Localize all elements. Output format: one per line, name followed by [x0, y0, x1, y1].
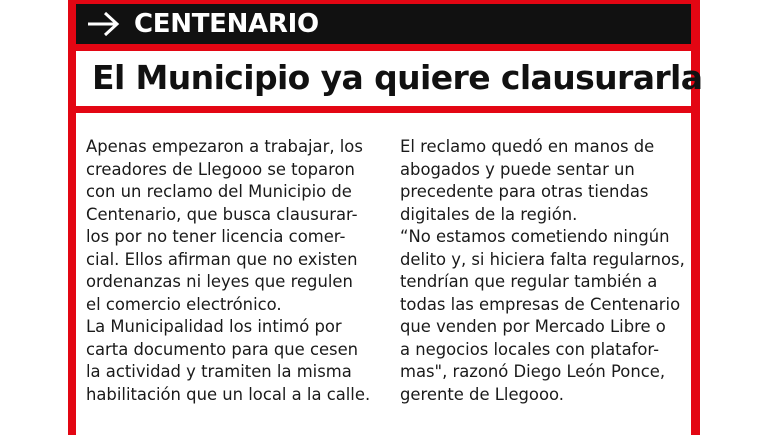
headline: El Municipio ya quiere clausurarla — [92, 58, 703, 97]
text-line: delito y, si hiciera falta regularnos, — [400, 249, 685, 269]
text-line: todas las empresas de Centenario — [400, 294, 681, 314]
arrow-right-icon — [86, 10, 120, 38]
left-column — [86, 136, 378, 406]
text-line: la actividad y tramiten la misma — [86, 362, 352, 381]
text-line: mas", razonó Diego León Ponce, — [400, 362, 666, 381]
text-line: gerente de Llegooo. — [400, 384, 564, 404]
section-label: CENTENARIO — [134, 9, 319, 39]
text-line: Centenario, que busca clausurar- — [86, 204, 358, 224]
text-line: que venden por Mercado Libre o — [400, 317, 666, 336]
text-line: Apenas empezaron a trabajar, los — [86, 137, 363, 156]
text-line: “No estamos cometiendo ningún — [400, 227, 670, 246]
text-line: a negocios locales con platafor- — [400, 339, 660, 359]
text-line: carta documento para que cesen — [86, 339, 359, 359]
text-line: precedente para otras tiendas — [400, 182, 649, 201]
text-line: el comercio electrónico. — [86, 294, 282, 314]
text-line: El reclamo quedó en manos de — [400, 137, 655, 156]
headline-box — [76, 51, 703, 106]
text-line: ordenanzas ni leyes que regulen — [86, 272, 353, 291]
article-body — [76, 113, 691, 435]
text-line: habilitación que un local a la calle. — [86, 384, 371, 404]
text-line: digitales de la región. — [400, 204, 578, 224]
text-line: La Municipalidad los intimó por — [86, 317, 342, 336]
text-line: los por no tener licencia comer- — [86, 227, 346, 246]
text-line: cial. Ellos afirman que no existen — [86, 249, 358, 269]
text-line: tendrían que regular también a — [400, 272, 658, 291]
right-column — [400, 136, 685, 406]
section-bar — [76, 4, 691, 44]
text-line: con un reclamo del Municipio de — [86, 182, 352, 201]
text-line: abogados y puede sentar un — [400, 159, 635, 179]
text-line: creadores de Llegooo se toparon — [86, 159, 355, 179]
